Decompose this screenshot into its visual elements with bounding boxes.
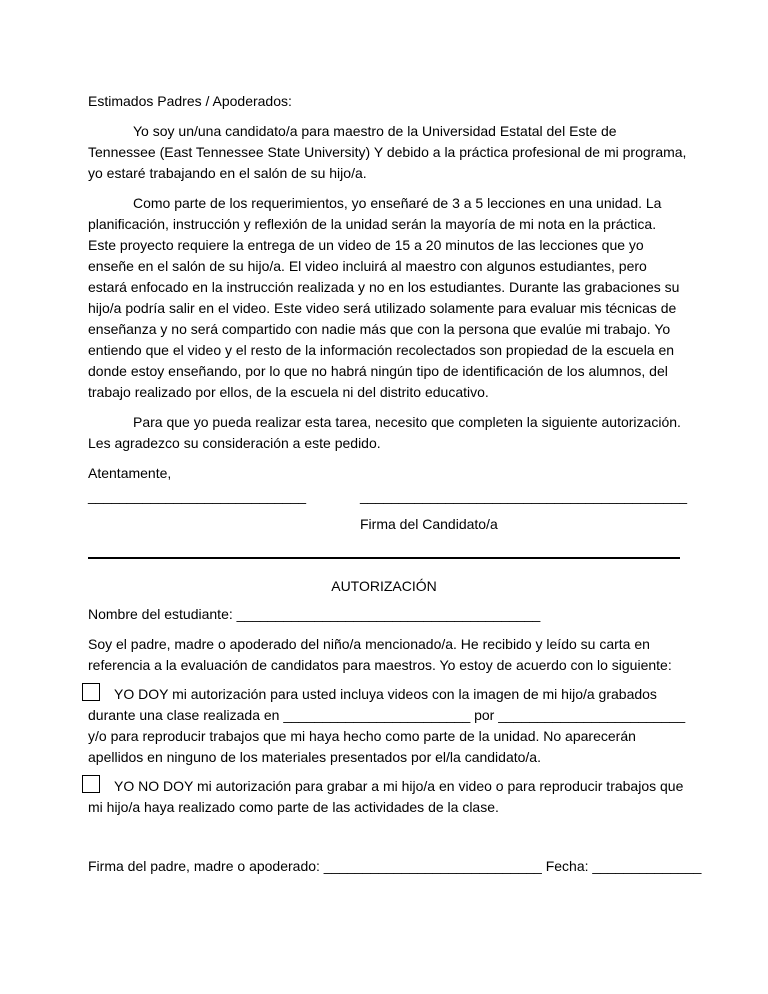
option-no-line-1: YO NO DOY mi autorización para grabar a mi hijo/a en video o para reproducir trabajos que (114, 778, 684, 794)
paragraph-4-line-1: Soy el padre, madre o apoderado del niño/a mencionado/a. He recibido y leído su carta en (88, 636, 650, 652)
section-divider (88, 557, 680, 559)
consent-no-checkbox[interactable] (82, 775, 100, 793)
option-yes-line-2[interactable]: durante una clase realizada en ________________________ por ________________________ (88, 707, 686, 723)
paragraph-2-line-2: planificación, instrucción y reflexión de la unidad serán la mayoría de mi nota en la práctica. (88, 216, 657, 232)
paragraph-2-line-7: enseñanza y no será compartido con nadie más que con la persona que evalúe mi trabajo. Yo (88, 321, 671, 337)
paragraph-2-line-6: hijo/a podría salir en el video. Este video será utilizado solamente para evaluar mis técnicas de (88, 300, 677, 316)
option-yes-line-3: y/o para reproducir trabajos que mi haya hecho como parte de la unidad. No aparecerán (88, 728, 636, 744)
option-yes-line-1: YO DOY mi autorización para usted incluya videos con la imagen de mi hijo/a grabados (114, 686, 657, 702)
signature-blank-left[interactable]: ____________________________ (88, 488, 307, 504)
candidate-signature-label: Firma del Candidato/a (360, 516, 498, 532)
signature-blank-right[interactable]: __________________________________________ (360, 488, 688, 504)
paragraph-2-line-10: trabajo realizado por ellos, de la escuela ni del distrito educativo. (88, 384, 489, 400)
paragraph-2-line-1: Como parte de los requerimientos, yo enseñaré de 3 a 5 lecciones en una unidad. La (133, 195, 662, 211)
paragraph-1-line-2: Tennessee (East Tennessee State University) Y debido a la práctica profesional de mi programa, (88, 144, 687, 160)
paragraph-2-line-4: enseñe en el salón de su hijo/a. El video incluirá al maestro con algunos estudiantes, pero (88, 258, 647, 274)
salutation: Estimados Padres / Apoderados: (88, 93, 292, 109)
consent-yes-checkbox[interactable] (82, 683, 100, 701)
paragraph-2-line-5: estará enfocado en la instrucción realizada y no en los estudiantes. Durante las grabaciones su (88, 279, 680, 295)
paragraph-2-line-9: donde estoy enseñando, por lo que no habrá ningún tipo de identificación de los alumnos, del (88, 363, 668, 379)
option-no-line-2: mi hijo/a haya realizado como parte de las actividades de la clase. (88, 799, 499, 815)
parent-signature-date-field[interactable]: Firma del padre, madre o apoderado: ____________________________ Fecha: ______________ (88, 858, 702, 874)
paragraph-3-line-2: Les agradezco su consideración a este pedido. (88, 435, 381, 451)
paragraph-2-line-8: entiendo que el video y el resto de la información recolectados son propiedad de la escuela en (88, 342, 675, 358)
closing: Atentamente, (88, 465, 172, 481)
paragraph-4-line-2: referencia a la evaluación de candidatos para maestros. Yo estoy de acuerdo con lo siguiente: (88, 657, 672, 673)
authorization-title: AUTORIZACIÓN (331, 578, 437, 594)
paragraph-1-line-1: Yo soy un/una candidato/a para maestro de la Universidad Estatal del Este de (133, 123, 617, 139)
paragraph-1-line-3: yo estaré trabajando en el salón de su hijo/a. (88, 165, 367, 181)
paragraph-3-line-1: Para que yo pueda realizar esta tarea, necesito que completen la siguiente autorización. (133, 414, 681, 430)
student-name-field[interactable]: Nombre del estudiante: _______________________________________ (88, 606, 541, 622)
option-yes-line-4: apellidos en ninguno de los materiales presentados por el/la candidato/a. (88, 749, 541, 765)
paragraph-2-line-3: Este proyecto requiere la entrega de un video de 15 a 20 minutos de las lecciones que yo (88, 237, 644, 253)
